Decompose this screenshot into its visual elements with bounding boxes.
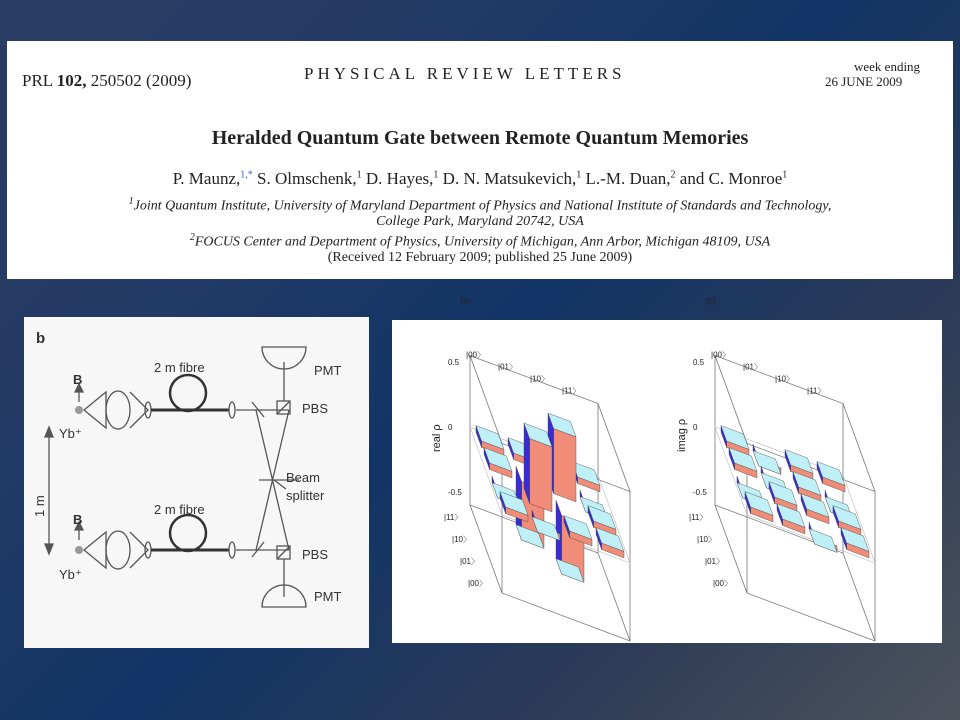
author-sup: 2 — [670, 169, 676, 181]
imag-z-label: imag ρ — [676, 418, 688, 452]
fibre-loop-top — [170, 375, 206, 411]
paper-title: Heralded Quantum Gate between Remote Quantum Memories — [211, 127, 749, 149]
yb-label-top: Yb⁺ — [59, 426, 82, 441]
distance-label: 1 m — [32, 495, 47, 517]
author-list — [7, 169, 953, 189]
real-col-basis-label: |01〉 — [498, 362, 517, 372]
lens-cone-top — [84, 392, 106, 428]
imag-col-basis-label: |00〉 — [711, 350, 730, 360]
author-sup: 1 — [576, 169, 582, 181]
author: S. Olmschenk, — [252, 169, 357, 188]
journal-name: PHYSICAL REVIEW LETTERS — [304, 64, 626, 83]
imag-row-basis-label: |00〉 — [713, 579, 732, 588]
imag-col-basis-label: |10〉 — [775, 374, 794, 384]
affiliation-2: $^2$FOCUS Center and Department of Physics, University of Michigan, Ann Arbor, Michigan 48109, USA — [189, 232, 771, 250]
imag-row-basis-label: |11〉 — [689, 513, 708, 522]
author-sup: 1 — [782, 169, 788, 181]
real-bar-side — [554, 429, 576, 502]
beam-label: Beam — [286, 470, 320, 485]
imag-row-basis-label: |01〉 — [705, 557, 724, 566]
affiliation-1: $^1$Joint Quantum Institute, University of Maryland Department of Physics and National Institute of Standards and Technology, — [128, 196, 832, 214]
real-col-basis-label: |10〉 — [530, 374, 549, 384]
author-sup: 1,* — [240, 169, 253, 181]
imag-col-basis-label: |11〉 — [807, 386, 826, 396]
real-col-basis-label: |11〉 — [562, 386, 581, 396]
author-sup: 1 — [356, 169, 362, 181]
density-matrix-panel — [392, 295, 942, 643]
yb-label-bottom: Yb⁺ — [59, 567, 82, 582]
b-label-bottom: B — [73, 512, 83, 527]
real-row-basis-label: |10〉 — [452, 535, 471, 544]
author: P. Maunz, — [172, 169, 241, 188]
journal-reference: PRL 102, 250502 (2009) — [22, 71, 192, 90]
week-ending-date: 26 JUNE 2009 — [825, 74, 903, 89]
collimator-bottom — [229, 542, 235, 558]
imag-z-tick: 0.5 — [693, 358, 705, 367]
author: D. Hayes, — [361, 169, 434, 188]
pmt-label-top: PMT — [314, 363, 342, 378]
lens-bottom — [106, 531, 130, 569]
real-row-basis-label: |01〉 — [460, 557, 479, 566]
fibre-label-bottom: 2 m fibre — [154, 502, 205, 517]
arrow-head-down — [45, 544, 53, 554]
splitter-label: splitter — [286, 488, 325, 503]
imag-row-basis-label: |10〉 — [697, 535, 716, 544]
ion-top — [75, 406, 83, 414]
real-z-tick: -0.5 — [448, 488, 462, 497]
author: L.-M. Duan, — [581, 169, 671, 188]
imag-bar-top — [809, 529, 837, 553]
week-ending-label: week ending — [854, 59, 921, 74]
imag-z-tick: -0.5 — [693, 488, 707, 497]
lens-top — [106, 391, 130, 429]
density-matrix-figure — [392, 295, 942, 643]
imag-col-basis-label: |01〉 — [743, 362, 762, 372]
real-panel-label: (a) — [460, 295, 471, 306]
arrow-head-up — [45, 427, 53, 437]
setup-diagram — [24, 317, 369, 648]
b-label-top: B — [73, 372, 83, 387]
imag-bar-top — [753, 451, 781, 475]
affiliation-1-cont: College Park, Maryland 20742, USA — [376, 214, 584, 229]
setup-diagram-panel — [24, 317, 369, 648]
author: D. N. Matsukevich, — [438, 169, 577, 188]
real-z-label: real ρ — [431, 424, 443, 452]
pbs-label-top: PBS — [302, 401, 329, 416]
real-col-basis-label: |00〉 — [466, 350, 485, 360]
real-bar-side — [530, 439, 552, 512]
panel-label-b: b — [36, 330, 46, 347]
fibre-loop-bottom — [170, 515, 206, 551]
imag-z-tick: 0 — [693, 423, 698, 432]
author-sup: 1 — [433, 169, 439, 181]
pbs-label-bottom: PBS — [302, 547, 329, 562]
paper-header-panel — [7, 41, 953, 279]
received-date: (Received 12 February 2009; published 25 June 2009) — [327, 250, 633, 265]
real-row-basis-label: |00〉 — [468, 579, 487, 588]
fibre-label-top: 2 m fibre — [154, 360, 205, 375]
pmt-label-bottom: PMT — [314, 589, 342, 604]
author: and C. Monroe — [675, 169, 783, 188]
real-row-basis-label: |11〉 — [444, 513, 463, 522]
real-z-tick: 0.5 — [448, 358, 460, 367]
real-z-tick: 0 — [448, 423, 453, 432]
ion-bottom — [75, 546, 83, 554]
collimator-top — [229, 402, 235, 418]
imag-panel-label: (b) — [705, 295, 716, 306]
lens-cone-bottom — [84, 532, 106, 568]
